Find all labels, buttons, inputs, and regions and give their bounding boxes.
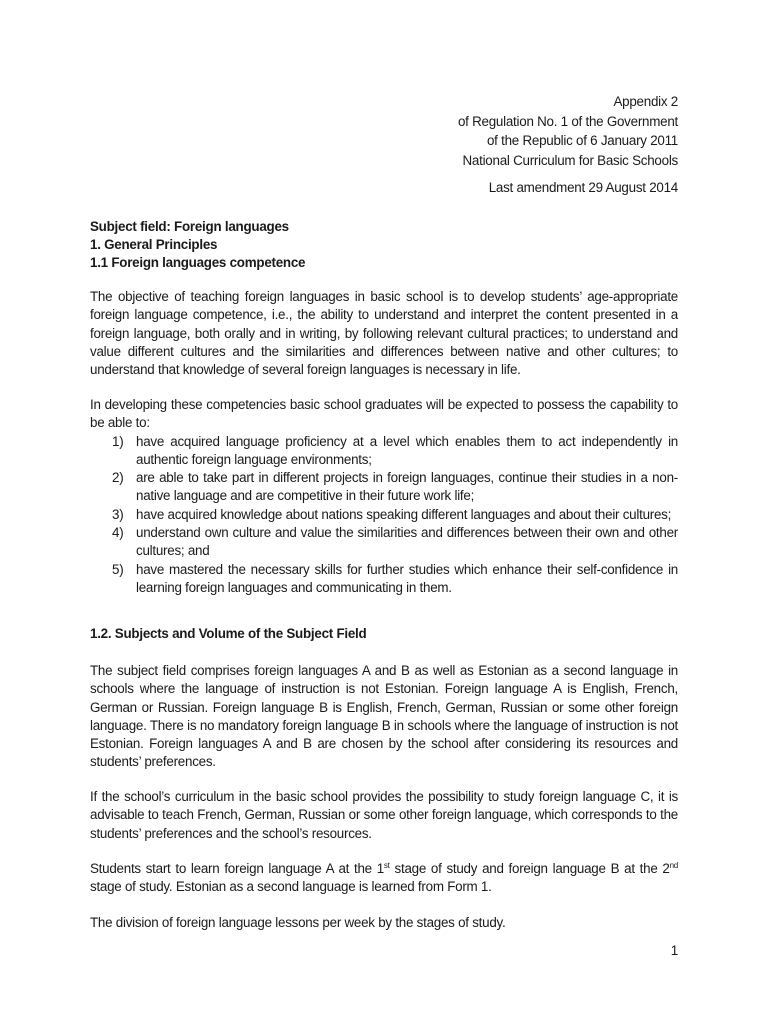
capabilities-block: [90, 396, 678, 597]
competence-heading: 1.1 Foreign languages competence: [90, 255, 306, 270]
list-item: 1) have acquired language proficiency at a level which enables them to act independently in authentic foreign language environments;: [112, 433, 678, 467]
list-item: 2) are able to take part in different projects in foreign languages, continue their studies in a non-native language and are competitive in their future work life;: [112, 470, 678, 504]
list-item: 5) have mastered the necessary skills for further studies which enhance their self-confidence in learning foreign languages and communicating in them.: [112, 561, 678, 595]
section-1-2-heading: 1.2. Subjects and Volume of the Subject Field: [90, 626, 367, 641]
list-item: 3) have acquired knowledge about nations speaking different languages and about their cultures;: [112, 506, 672, 522]
subject-field-paragraph: The subject field comprises foreign languages A and B as well as Estonian as a second language in schools where the language of instruction is not Estonian. Foreign language A is English, French, German or Russian. Foreign language B is English, French, German, Russian or some other foreign language. There is no mandatory foreign language B in schools where the language of instruction is not Estonian. Foreign languages A and B are chosen by the school after considering its resources and students’ preferences.: [90, 663, 678, 770]
appendix-header: [458, 92, 678, 170]
last-amendment: Last amendment 29 August 2014: [488, 180, 678, 195]
intro-paragraph: The objective of teaching foreign languages in basic school is to develop students’ age-appropriate foreign language competence, i.e., the ability to understand and interpret the content presented in a foreign language, both orally and in writing, by following relevant cultural practices; to understand and value different cultures and the similarities and differences between native and other cultures; to understand that knowledge of several foreign languages is necessary in life.: [90, 289, 678, 378]
appendix-label: Appendix 2: [613, 94, 678, 109]
start-paragraph-block: [90, 860, 678, 897]
page-number: 1: [670, 943, 678, 958]
section-headings: [90, 218, 305, 272]
capability-intro: In developing these competencies basic school graduates will be expected to possess the capability to be able to:: [90, 397, 678, 431]
subject-field-paragraph-block: [90, 662, 678, 772]
list-item: 4) understand own culture and value the similarities and differences between their own and other cultures; and: [112, 525, 678, 559]
language-c-paragraph-block: [90, 788, 678, 843]
subject-field-heading: Subject field: Foreign languages: [90, 219, 289, 234]
intro-paragraph-block: [90, 288, 678, 379]
general-principles-heading: 1. General Principles: [90, 237, 218, 252]
language-c-paragraph: If the school’s curriculum in the basic school provides the possibility to study foreign language C, it is advisable to teach French, German, Russian or some other foreign language, which corresponds to the students’ preferences and the school’s resources.: [90, 789, 678, 841]
capabilities-list: [90, 433, 678, 598]
start-paragraph: Students start to learn foreign language A at the 1st stage of study and foreign language B at the 2nd stage of study. Estonian as a second language is learned from Form 1.: [90, 861, 679, 895]
curriculum-line: National Curriculum for Basic Schools: [462, 152, 678, 168]
division-paragraph: The division of foreign language lessons per week by the stages of study.: [90, 915, 506, 930]
regulation-line: of Regulation No. 1 of the Government: [457, 113, 678, 129]
republic-line: of the Republic of 6 January 2011: [486, 133, 678, 148]
